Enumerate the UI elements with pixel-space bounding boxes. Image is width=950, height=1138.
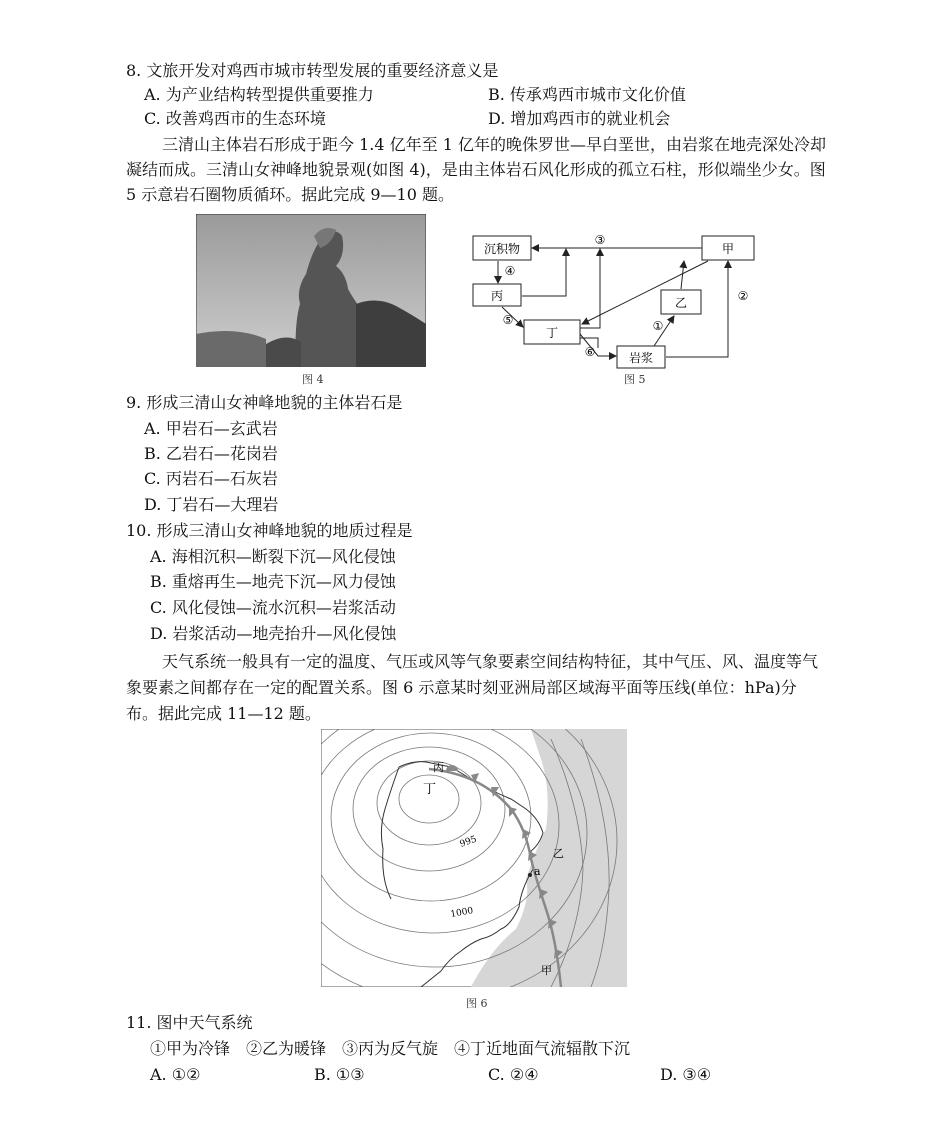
isobar-label-1000: 1000 <box>449 906 475 920</box>
q8-option-c: C. 改善鸡西市的生态环境 <box>144 109 326 128</box>
svg-text:乙: 乙 <box>674 296 688 310</box>
figure-5-caption: 图 5 <box>624 373 646 386</box>
q8-stem: 8. 文旅开发对鸡西市城市转型发展的重要经济意义是 <box>126 61 499 80</box>
arrow-label-4: ④ <box>504 264 516 278</box>
map-label-bing: 丙 <box>433 761 444 774</box>
q11-option-d: D. ③④ <box>660 1065 712 1084</box>
q8-option-d: D. 增加鸡西市的就业机会 <box>488 109 671 128</box>
q10-option-b: B. 重熔再生—地壳下沉—风力侵蚀 <box>150 572 396 591</box>
svg-text:甲: 甲 <box>721 242 735 256</box>
figure-4-photo <box>196 214 426 367</box>
map-label-a: a <box>534 865 541 878</box>
q8-option-b: B. 传承鸡西市城市文化价值 <box>488 85 686 104</box>
q10-option-c: C. 风化侵蚀—流水沉积—岩浆活动 <box>150 598 396 617</box>
q10-option-a: A. 海相沉积—断裂下沉—风化侵蚀 <box>150 547 396 566</box>
map-label-jia: 甲 <box>541 964 552 977</box>
map-label-yi: 乙 <box>553 847 564 860</box>
q11-statements: ①甲为冷锋 ②乙为暖锋 ③丙为反气旋 ④丁近地面气流辐散下沉 <box>150 1039 631 1058</box>
node-bing <box>473 284 521 306</box>
q9-stem: 9. 形成三清山女神峰地貌的主体岩石是 <box>126 393 403 412</box>
q9-option-b: B. 乙岩石—花岗岩 <box>144 444 278 463</box>
svg-text:丁: 丁 <box>545 326 559 340</box>
arrow-label-2: ② <box>737 289 749 303</box>
node-yi <box>661 290 701 314</box>
arrow-label-1: ① <box>652 319 664 333</box>
node-jia <box>702 236 754 260</box>
arrow-label-6: ⑥ <box>584 345 596 359</box>
arrow-label-5: ⑤ <box>502 313 514 327</box>
q11-option-c: C. ②④ <box>488 1065 539 1084</box>
q10-option-d: D. 岩浆活动—地壳抬升—风化侵蚀 <box>150 624 397 643</box>
svg-text:沉积物: 沉积物 <box>483 242 521 256</box>
goddess-peak-photo <box>196 214 426 367</box>
passage-weather-system: 天气系统一般具有一定的温度、气压或风等气象要素空间结构特征，其中气压、风、温度等气象要素之间都存在一定的配置关系。图 6 示意某时刻亚洲局部区域海平面等压线(单位：hPa)分布。据此完成 11—12 题。 <box>126 652 819 723</box>
q11-stem: 11. 图中天气系统 <box>126 1013 253 1032</box>
node-ding <box>524 320 580 344</box>
svg-text:丙: 丙 <box>490 289 504 303</box>
q10-stem: 10. 形成三清山女神峰地貌的地质过程是 <box>126 521 413 540</box>
figure-6-caption: 图 6 <box>466 997 488 1010</box>
node-sediment <box>473 236 531 260</box>
passage-sanqingshan: 三清山主体岩石形成于距今 1.4 亿年至 1 亿年的晚侏罗世—早白垩世，由岩浆在地壳深处冷却凝结而成。三清山女神峰地貌景观(如图 4)，是由主体岩石风化形成的孤立石柱，形似端坐少女。图 5 示意岩石圈物质循环。据此完成 9—10 题。 <box>126 135 826 204</box>
q8-option-a: A. 为产业结构转型提供重要推力 <box>144 85 374 104</box>
q9-option-d: D. 丁岩石—大理岩 <box>144 495 279 514</box>
q11-option-b: B. ①③ <box>314 1065 365 1084</box>
q11-option-a: A. ①② <box>150 1065 201 1084</box>
point-a <box>528 873 532 877</box>
figure-5-rock-cycle <box>468 228 768 374</box>
q9-option-c: C. 丙岩石—石灰岩 <box>144 469 278 488</box>
map-label-ding: 丁 <box>423 782 437 797</box>
q9-option-a: A. 甲岩石—玄武岩 <box>144 419 278 438</box>
arrow-label-3: ③ <box>594 233 606 247</box>
figure-6-isobar-map <box>321 729 627 987</box>
svg-text:岩浆: 岩浆 <box>628 351 654 365</box>
figure-4-caption: 图 4 <box>302 373 324 386</box>
node-magma <box>617 346 665 368</box>
isobar-label-995: 995 <box>458 834 479 850</box>
